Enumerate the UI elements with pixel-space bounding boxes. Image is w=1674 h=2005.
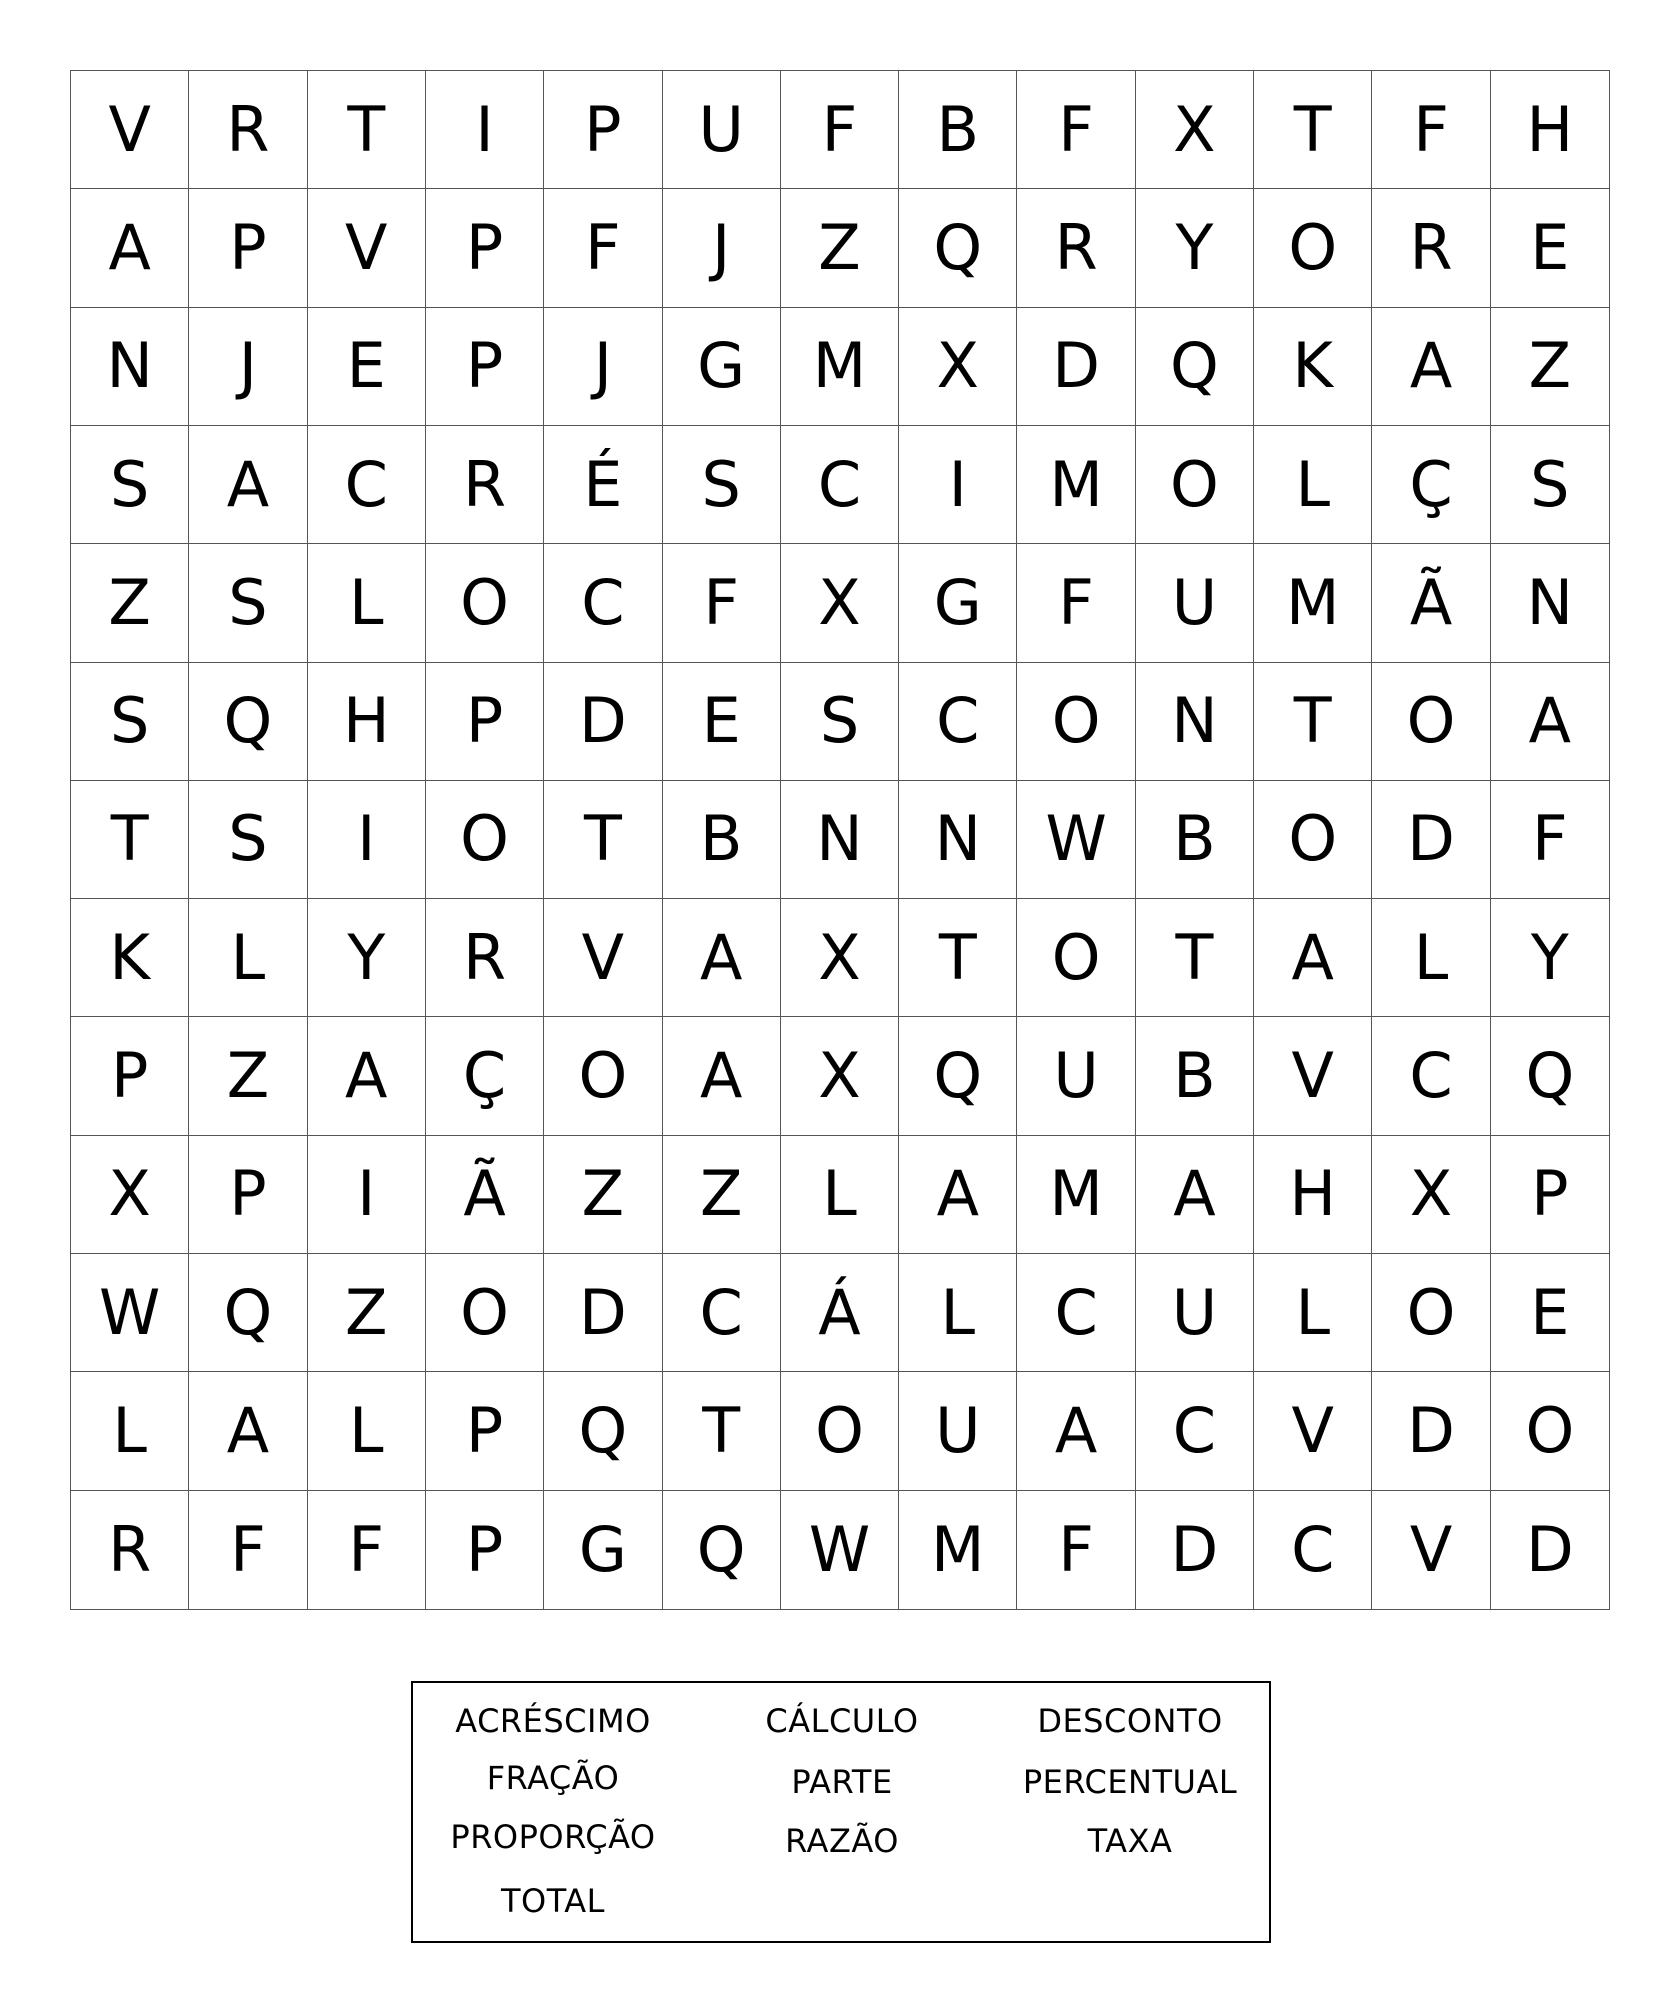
grid-cell[interactable]: G: [663, 308, 781, 426]
grid-cell[interactable]: O: [1372, 663, 1490, 781]
grid-cell[interactable]: D: [544, 1254, 662, 1372]
grid-cell[interactable]: P: [426, 189, 544, 307]
grid-cell[interactable]: X: [899, 308, 1017, 426]
grid-cell[interactable]: Q: [663, 1491, 781, 1609]
grid-cell[interactable]: Ç: [1372, 426, 1490, 544]
grid-cell[interactable]: W: [1017, 781, 1135, 899]
grid-cell[interactable]: Y: [308, 899, 426, 1017]
grid-cell[interactable]: O: [1372, 1254, 1490, 1372]
grid-cell[interactable]: O: [1136, 426, 1254, 544]
grid-cell[interactable]: C: [1017, 1254, 1135, 1372]
grid-cell[interactable]: Ã: [1372, 544, 1490, 662]
grid-cell[interactable]: V: [544, 899, 662, 1017]
grid-cell[interactable]: A: [1017, 1372, 1135, 1490]
grid-cell[interactable]: R: [189, 71, 307, 189]
grid-cell[interactable]: X: [781, 899, 899, 1017]
grid-cell[interactable]: O: [1254, 189, 1372, 307]
grid-cell[interactable]: D: [1136, 1491, 1254, 1609]
grid-cell[interactable]: O: [1254, 781, 1372, 899]
grid-cell[interactable]: V: [1372, 1491, 1490, 1609]
grid-cell[interactable]: C: [308, 426, 426, 544]
grid-cell[interactable]: M: [781, 308, 899, 426]
grid-cell[interactable]: G: [544, 1491, 662, 1609]
grid-cell[interactable]: A: [1136, 1136, 1254, 1254]
grid-cell[interactable]: J: [663, 189, 781, 307]
grid-cell[interactable]: X: [71, 1136, 189, 1254]
grid-cell[interactable]: B: [1136, 1017, 1254, 1135]
word-list: [411, 1681, 1271, 1943]
grid-cell[interactable]: Y: [1136, 189, 1254, 307]
grid-cell[interactable]: A: [189, 1372, 307, 1490]
grid-cell[interactable]: O: [426, 544, 544, 662]
grid-cell[interactable]: C: [663, 1254, 781, 1372]
grid-cell[interactable]: Z: [308, 1254, 426, 1372]
grid-cell[interactable]: G: [899, 544, 1017, 662]
grid-cell[interactable]: V: [71, 71, 189, 189]
grid-cell[interactable]: S: [781, 663, 899, 781]
grid-cell[interactable]: L: [308, 544, 426, 662]
word-list-item: PARTE: [791, 1763, 893, 1801]
grid-cell[interactable]: L: [899, 1254, 1017, 1372]
grid-cell[interactable]: U: [899, 1372, 1017, 1490]
grid-cell[interactable]: F: [308, 1491, 426, 1609]
grid-cell[interactable]: D: [1372, 1372, 1490, 1490]
grid-cell[interactable]: D: [544, 663, 662, 781]
grid-cell[interactable]: X: [1372, 1136, 1490, 1254]
grid-cell[interactable]: A: [308, 1017, 426, 1135]
grid-cell[interactable]: R: [1372, 189, 1490, 307]
grid-cell[interactable]: P: [426, 1491, 544, 1609]
grid-cell[interactable]: A: [663, 899, 781, 1017]
grid-cell[interactable]: R: [71, 1491, 189, 1609]
grid-cell[interactable]: E: [663, 663, 781, 781]
grid-cell[interactable]: H: [308, 663, 426, 781]
grid-cell[interactable]: X: [781, 1017, 899, 1135]
grid-cell[interactable]: P: [1491, 1136, 1609, 1254]
word-list-item: PERCENTUAL: [1022, 1763, 1238, 1801]
grid-cell[interactable]: F: [1017, 71, 1135, 189]
grid-cell[interactable]: L: [308, 1372, 426, 1490]
grid-cell[interactable]: M: [899, 1491, 1017, 1609]
grid-cell[interactable]: I: [426, 71, 544, 189]
grid-cell[interactable]: R: [426, 426, 544, 544]
grid-cell[interactable]: W: [71, 1254, 189, 1372]
grid-cell[interactable]: Q: [899, 1017, 1017, 1135]
grid-cell[interactable]: L: [71, 1372, 189, 1490]
word-list-item: DESCONTO: [1037, 1702, 1223, 1740]
word-list-item: PROPORÇÃO: [450, 1818, 656, 1856]
grid-cell[interactable]: P: [71, 1017, 189, 1135]
grid-cell[interactable]: F: [1491, 781, 1609, 899]
grid-cell[interactable]: B: [1136, 781, 1254, 899]
grid-cell[interactable]: F: [1017, 544, 1135, 662]
grid-cell[interactable]: K: [71, 899, 189, 1017]
grid-cell[interactable]: I: [308, 781, 426, 899]
grid-cell[interactable]: E: [1491, 189, 1609, 307]
grid-cell[interactable]: A: [1254, 899, 1372, 1017]
grid-cell[interactable]: D: [1017, 308, 1135, 426]
grid-cell[interactable]: L: [1254, 426, 1372, 544]
grid-cell[interactable]: N: [1491, 544, 1609, 662]
grid-cell[interactable]: R: [1017, 189, 1135, 307]
grid-cell[interactable]: Q: [189, 1254, 307, 1372]
grid-cell[interactable]: V: [1254, 1372, 1372, 1490]
grid-cell[interactable]: T: [544, 781, 662, 899]
grid-cell[interactable]: Z: [1491, 308, 1609, 426]
grid-cell[interactable]: F: [781, 71, 899, 189]
grid-cell[interactable]: T: [1136, 899, 1254, 1017]
word-list-item: TOTAL: [500, 1882, 606, 1920]
grid-cell[interactable]: F: [1017, 1491, 1135, 1609]
grid-cell[interactable]: L: [1254, 1254, 1372, 1372]
grid-cell[interactable]: C: [899, 663, 1017, 781]
grid-cell[interactable]: C: [1254, 1491, 1372, 1609]
grid-cell[interactable]: S: [189, 544, 307, 662]
grid-cell[interactable]: Q: [899, 189, 1017, 307]
grid-cell[interactable]: T: [308, 71, 426, 189]
grid-cell[interactable]: P: [189, 189, 307, 307]
grid-cell[interactable]: K: [1254, 308, 1372, 426]
grid-cell[interactable]: M: [1254, 544, 1372, 662]
grid-cell[interactable]: P: [544, 71, 662, 189]
grid-cell[interactable]: C: [1372, 1017, 1490, 1135]
grid-cell[interactable]: S: [189, 781, 307, 899]
grid-cell[interactable]: T: [1254, 663, 1372, 781]
grid-cell[interactable]: E: [1491, 1254, 1609, 1372]
grid-cell[interactable]: R: [426, 899, 544, 1017]
grid-cell[interactable]: Q: [544, 1372, 662, 1490]
grid-cell[interactable]: A: [899, 1136, 1017, 1254]
grid-cell[interactable]: É: [544, 426, 662, 544]
grid-cell[interactable]: Z: [663, 1136, 781, 1254]
grid-cell[interactable]: O: [544, 1017, 662, 1135]
grid-cell[interactable]: V: [1254, 1017, 1372, 1135]
grid-cell[interactable]: U: [1136, 1254, 1254, 1372]
grid-cell[interactable]: F: [1372, 71, 1490, 189]
grid-cell[interactable]: T: [663, 1372, 781, 1490]
grid-cell[interactable]: S: [663, 426, 781, 544]
word-list-item: ACRÉSCIMO: [455, 1702, 651, 1740]
grid-cell[interactable]: N: [1136, 663, 1254, 781]
grid-cell[interactable]: E: [308, 308, 426, 426]
grid-cell[interactable]: X: [781, 544, 899, 662]
grid-cell[interactable]: W: [781, 1491, 899, 1609]
grid-cell[interactable]: A: [1491, 663, 1609, 781]
grid-cell[interactable]: Ç: [426, 1017, 544, 1135]
grid-cell[interactable]: C: [781, 426, 899, 544]
grid-cell[interactable]: J: [189, 308, 307, 426]
grid-cell[interactable]: O: [426, 781, 544, 899]
grid-cell[interactable]: S: [71, 663, 189, 781]
grid-cell[interactable]: N: [781, 781, 899, 899]
grid-cell[interactable]: T: [71, 781, 189, 899]
grid-cell[interactable]: T: [899, 899, 1017, 1017]
grid-cell[interactable]: M: [1017, 1136, 1135, 1254]
word-search-grid: [70, 70, 1610, 1610]
grid-cell[interactable]: Q: [1491, 1017, 1609, 1135]
grid-cell[interactable]: V: [308, 189, 426, 307]
grid-cell[interactable]: A: [71, 189, 189, 307]
grid-cell[interactable]: Á: [781, 1254, 899, 1372]
grid-cell[interactable]: O: [1017, 663, 1135, 781]
grid-cell[interactable]: O: [1017, 899, 1135, 1017]
grid-cell[interactable]: L: [781, 1136, 899, 1254]
word-list-item: RAZÃO: [785, 1822, 899, 1860]
grid-cell[interactable]: P: [426, 663, 544, 781]
grid-cell[interactable]: M: [1017, 426, 1135, 544]
grid-cell[interactable]: H: [1491, 71, 1609, 189]
grid-cell[interactable]: P: [426, 308, 544, 426]
grid-cell[interactable]: S: [1491, 426, 1609, 544]
word-list-item: CÁLCULO: [765, 1702, 919, 1740]
grid-cell[interactable]: S: [71, 426, 189, 544]
grid-cell[interactable]: X: [1136, 71, 1254, 189]
word-list-item: TAXA: [1087, 1822, 1173, 1860]
grid-cell[interactable]: A: [189, 426, 307, 544]
grid-cell[interactable]: F: [544, 189, 662, 307]
grid-cell[interactable]: Q: [1136, 308, 1254, 426]
grid-cell[interactable]: F: [663, 544, 781, 662]
grid-cell[interactable]: I: [308, 1136, 426, 1254]
grid-cell[interactable]: D: [1372, 781, 1490, 899]
grid-cell[interactable]: F: [189, 1491, 307, 1609]
grid-cell[interactable]: N: [899, 781, 1017, 899]
grid-cell[interactable]: P: [189, 1136, 307, 1254]
grid-cell[interactable]: B: [899, 71, 1017, 189]
grid-cell[interactable]: H: [1254, 1136, 1372, 1254]
grid-cell[interactable]: U: [663, 71, 781, 189]
grid-cell[interactable]: N: [71, 308, 189, 426]
grid-cell[interactable]: O: [426, 1254, 544, 1372]
grid-cell[interactable]: I: [899, 426, 1017, 544]
grid-cell[interactable]: L: [189, 899, 307, 1017]
grid-cell[interactable]: T: [1254, 71, 1372, 189]
grid-cell[interactable]: Ã: [426, 1136, 544, 1254]
grid-cell[interactable]: B: [663, 781, 781, 899]
grid-cell[interactable]: Q: [189, 663, 307, 781]
grid-cell[interactable]: Z: [544, 1136, 662, 1254]
grid-cell[interactable]: O: [781, 1372, 899, 1490]
grid-cell[interactable]: C: [544, 544, 662, 662]
grid-cell[interactable]: O: [1491, 1372, 1609, 1490]
grid-cell[interactable]: Z: [189, 1017, 307, 1135]
grid-cell[interactable]: A: [1372, 308, 1490, 426]
grid-cell[interactable]: Z: [71, 544, 189, 662]
word-list-item: FRAÇÃO: [486, 1759, 620, 1797]
grid-cell[interactable]: U: [1017, 1017, 1135, 1135]
grid-cell[interactable]: J: [544, 308, 662, 426]
grid-cell[interactable]: P: [426, 1372, 544, 1490]
grid-cell[interactable]: Y: [1491, 899, 1609, 1017]
grid-cell[interactable]: A: [663, 1017, 781, 1135]
grid-cell[interactable]: L: [1372, 899, 1490, 1017]
grid-cell[interactable]: Z: [781, 189, 899, 307]
grid-cell[interactable]: D: [1525, 1512, 1574, 1586]
grid-cell[interactable]: C: [1136, 1372, 1254, 1490]
grid-cell[interactable]: U: [1136, 544, 1254, 662]
